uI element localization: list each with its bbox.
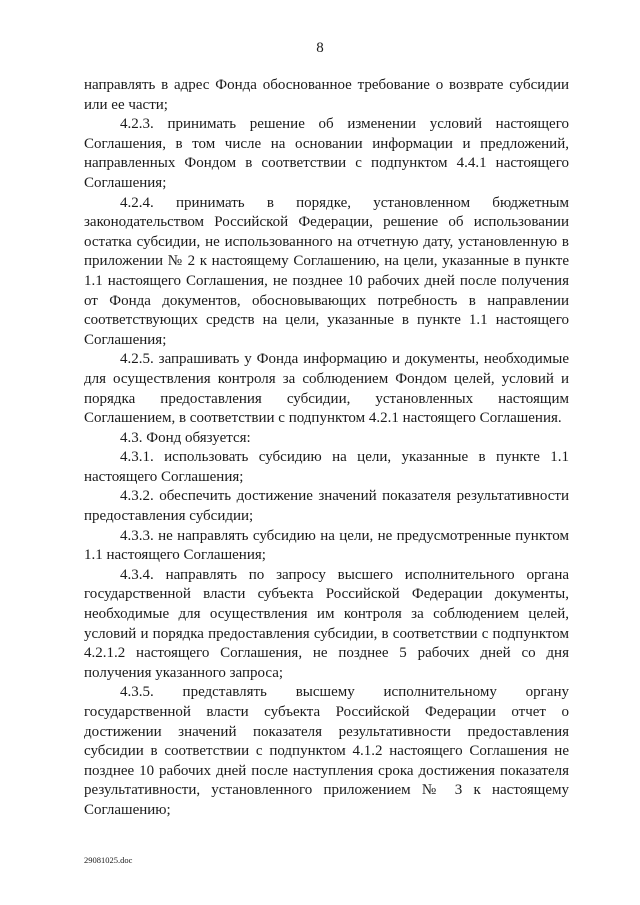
page-number: 8 bbox=[316, 40, 324, 56]
paragraph: 4.2.3. принимать решение об изменении условий настоящего Соглашения, в том числе на основании информации и предложений, направленных Фондом в соответствии с подпунктом 4.4.1 настоящего Соглашения; bbox=[84, 116, 569, 191]
paragraph: 4.2.4. принимать в порядке, установленном бюджетным законодательством Российской Федерации, решение об использовании остатка субсидии, не использованного на отчетную дату, установленную в приложении № 2 к настоящему Соглашению, на цели, указанные в пункте 1.1 настоящего Соглашения, не позднее 10 рабочих дней после получения от Фонда документов, обосновывающих потребность в направлении соответствующих средств на цели, указанные в пункте 1.1 настоящего Соглашения; bbox=[84, 194, 569, 348]
paragraph: 4.2.5. запрашивать у Фонда информацию и документы, необходимые для осуществления контроля за соблюдением Фондом целей, условий и порядка предоставления субсидии, установленных настоящим Соглашением, в соответствии с подпунктом 4.2.1 настоящего Соглашения. bbox=[84, 351, 569, 427]
document-body bbox=[84, 76, 569, 821]
paragraph: 4.3.1. использовать субсидию на цели, указанные в пункте 1.1 настоящего Соглашения; bbox=[84, 449, 569, 485]
paragraph: 4.3.4. направлять по запросу высшего исполнительного органа государственной власти субъекта Российской Федерации документы, необходимые для осуществления им контроля за соблюдением целей, условий и порядка предоставления субсидии, в соответствии с подпунктом 4.2.1.2 настоящего Соглашения, не позднее 5 рабочих дней со дня получения указанного запроса; bbox=[84, 566, 569, 681]
paragraph: 4.3. Фонд обязуется: bbox=[120, 429, 251, 446]
paragraph: 4.3.5. представлять высшему исполнительному органу государственной власти субъекта Российской Федерации отчет о достижении значений показателя результативности предоставления субсидии в соответствии с подпунктом 4.1.2 настоящего Соглашения не позднее 10 рабочих дней после наступления срока достижения показателя результативности, установленного приложением № 3 к настоящему Соглашению; bbox=[84, 684, 569, 818]
paragraph: 4.3.3. не направлять субсидию на цели, не предусмотренные пунктом 1.1 настоящего Соглашения; bbox=[84, 527, 569, 564]
paragraph: 4.3.2. обеспечить достижение значений показателя результативности предоставления субсидии; bbox=[84, 488, 569, 525]
paragraph: направлять в адрес Фонда обоснованное требование о возврате субсидии или ее части; bbox=[84, 77, 569, 113]
footer-filename: 29081025.doc bbox=[84, 855, 133, 865]
